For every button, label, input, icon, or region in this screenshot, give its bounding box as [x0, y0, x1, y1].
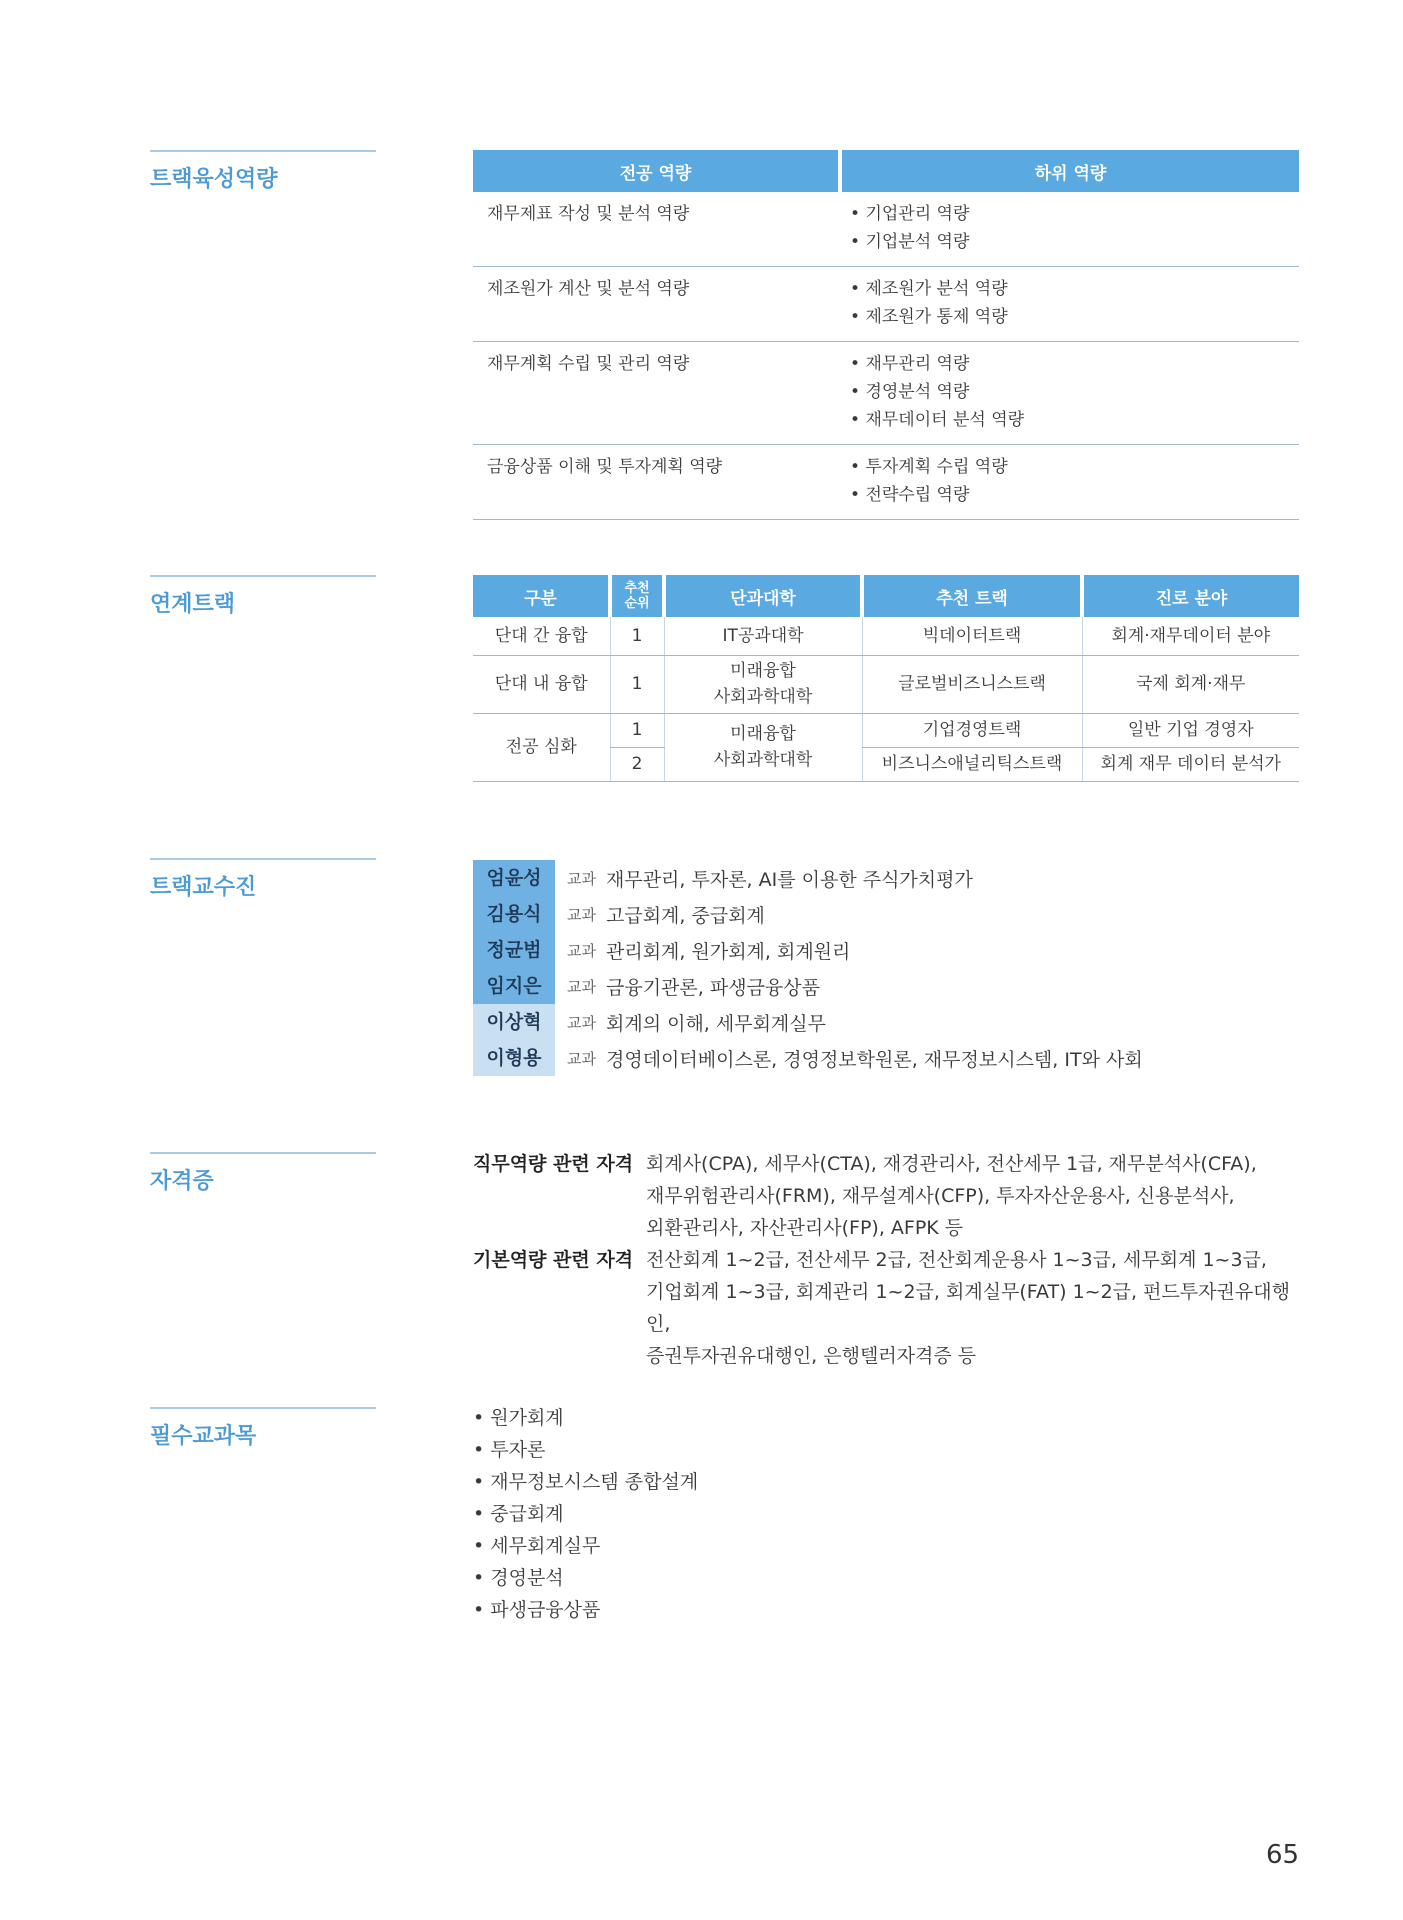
professor-role: 교과: [567, 1013, 596, 1032]
category-cell: 단대 간 융합: [473, 617, 610, 655]
certificate-line: 전산회계 1~2급, 전산세무 2급, 전산회계운용사 1~3급, 세무회계 1~3급,: [646, 1249, 1267, 1271]
major-competency: 재무계획 수립 및 관리 역량: [473, 342, 840, 445]
section-title-required-courses: 필수교과목: [150, 1407, 376, 1450]
career-cell: 회계·재무데이터 분야: [1082, 617, 1299, 655]
career-cell: 회계 재무 데이터 분석가: [1082, 747, 1299, 781]
sub-competency: • 제조원가 분석 역량: [850, 275, 1285, 303]
header-rank-line2: 순위: [624, 596, 650, 611]
track-cell: 빅데이터트랙: [862, 617, 1082, 655]
table-row: [473, 617, 1299, 655]
professor-role: 교과: [567, 977, 596, 996]
college-cell: IT공과대학: [664, 617, 862, 655]
professor-name: 임지은: [473, 968, 555, 1004]
table-row: [473, 713, 1299, 747]
required-course-list: [473, 1402, 698, 1626]
section-title-certificates: 자격증: [150, 1152, 376, 1195]
college-line: 미래융합: [730, 724, 796, 744]
major-competency: 금융상품 이해 및 투자계획 역량: [473, 445, 840, 520]
header-track: 추천 트랙: [862, 575, 1082, 617]
competency-table: [473, 150, 1299, 520]
sub-competency: • 투자계획 수립 역량: [850, 453, 1285, 481]
table-row: [473, 342, 1299, 445]
professor-courses: 금융기관론, 파생금융상품: [605, 976, 820, 999]
college-cell: [664, 655, 862, 713]
table-row: [473, 267, 1299, 342]
professor-row: [473, 860, 1143, 896]
certificate-list: [646, 1244, 1313, 1372]
list-item: • 파생금융상품: [473, 1594, 698, 1626]
professor-courses: 회계의 이해, 세무회계실무: [605, 1012, 826, 1035]
certificate-list: [646, 1148, 1257, 1244]
sub-competency: • 전략수립 역량: [850, 481, 1285, 509]
major-competency: 제조원가 계산 및 분석 역량: [473, 267, 840, 342]
rank-cell: 1: [610, 617, 664, 655]
professor-name: 김용식: [473, 896, 555, 932]
header-rank-line1: 추천: [624, 581, 650, 596]
certificate-line: 외환관리사, 자산관리사(FP), AFPK 등: [646, 1217, 964, 1239]
sub-competency: • 기업분석 역량: [850, 228, 1285, 256]
certificate-label: 기본역량 관련 자격: [473, 1249, 634, 1271]
header-major-competency: 전공 역량: [473, 150, 840, 192]
professor-courses: 고급회계, 중급회계: [605, 904, 765, 927]
header-career: 진로 분야: [1082, 575, 1299, 617]
sub-competency: • 재무데이터 분석 역량: [850, 406, 1285, 434]
professor-role: 교과: [567, 1049, 596, 1068]
certificate-group: [473, 1244, 1313, 1372]
professor-role: 교과: [567, 869, 596, 888]
track-cell: 기업경영트랙: [862, 713, 1082, 747]
certificate-label: 직무역량 관련 자격: [473, 1153, 634, 1175]
certificate-group: [473, 1148, 1313, 1244]
sub-competency: • 재무관리 역량: [850, 350, 1285, 378]
professor-row: [473, 968, 1143, 1004]
list-item: • 중급회계: [473, 1498, 698, 1530]
link-track-table: [473, 575, 1299, 782]
professor-name: 이형용: [473, 1040, 555, 1076]
professor-name: 엄윤성: [473, 860, 555, 896]
career-cell: 국제 회계·재무: [1082, 655, 1299, 713]
category-cell: 단대 내 융합: [473, 655, 610, 713]
rank-cell: 1: [610, 713, 664, 747]
track-cell: 글로벌비즈니스트랙: [862, 655, 1082, 713]
professor-courses: 재무관리, 투자론, AI를 이용한 주식가치평가: [605, 868, 973, 891]
college-line: 사회과학대학: [713, 750, 813, 770]
sub-competency: • 제조원가 통제 역량: [850, 303, 1285, 331]
header-rank: [610, 575, 664, 617]
certificate-line: 재무위험관리사(FRM), 재무설계사(CFP), 투자자산운용사, 신용분석사,: [646, 1185, 1235, 1207]
college-line: 미래융합: [730, 661, 796, 681]
rank-cell: 2: [610, 747, 664, 781]
track-cell: 비즈니스애널리틱스트랙: [862, 747, 1082, 781]
section-title-professors: 트랙교수진: [150, 858, 376, 901]
list-item: • 투자론: [473, 1434, 698, 1466]
certificate-line: 기업회계 1~3급, 회계관리 1~2급, 회계실무(FAT) 1~2급, 펀드투자권유대행인,: [646, 1281, 1290, 1335]
college-line: 사회과학대학: [713, 687, 813, 707]
sub-competency: • 경영분석 역량: [850, 378, 1285, 406]
professor-row: [473, 896, 1143, 932]
list-item: • 세무회계실무: [473, 1530, 698, 1562]
table-row: [473, 655, 1299, 713]
page-number: 65: [1266, 1840, 1300, 1870]
certificate-block: [473, 1148, 1313, 1372]
list-item: • 경영분석: [473, 1562, 698, 1594]
category-cell: 전공 심화: [473, 713, 610, 781]
certificate-line: 회계사(CPA), 세무사(CTA), 재경관리사, 전산세무 1급, 재무분석사(CFA),: [646, 1153, 1257, 1175]
section-title-link-track: 연계트랙: [150, 575, 376, 618]
header-college: 단과대학: [664, 575, 862, 617]
table-row: [473, 192, 1299, 267]
rank-cell: 1: [610, 655, 664, 713]
professor-role: 교과: [567, 941, 596, 960]
header-sub-competency: 하위 역량: [840, 150, 1299, 192]
professor-row: [473, 932, 1143, 968]
career-cell: 일반 기업 경영자: [1082, 713, 1299, 747]
certificate-line: 증권투자권유대행인, 은행텔러자격증 등: [646, 1345, 977, 1367]
sub-competency-list: [840, 267, 1299, 342]
professor-name: 이상혁: [473, 1004, 555, 1040]
sub-competency-list: [840, 192, 1299, 267]
professor-role: 교과: [567, 905, 596, 924]
sub-competency: • 기업관리 역량: [850, 200, 1285, 228]
professor-row: [473, 1004, 1143, 1040]
section-title-competency: 트랙육성역량: [150, 150, 376, 193]
list-item: • 재무정보시스템 종합설계: [473, 1466, 698, 1498]
header-category: 구분: [473, 575, 610, 617]
professor-courses: 관리회계, 원가회계, 회계원리: [605, 940, 851, 963]
sub-competency-list: [840, 445, 1299, 520]
professor-row: [473, 1040, 1143, 1076]
list-item: • 원가회계: [473, 1402, 698, 1434]
table-row: [473, 445, 1299, 520]
sub-competency-list: [840, 342, 1299, 445]
major-competency: 재무제표 작성 및 분석 역량: [473, 192, 840, 267]
professor-list: [473, 860, 1143, 1076]
college-cell: [664, 713, 862, 781]
professor-name: 정균범: [473, 932, 555, 968]
professor-courses: 경영데이터베이스론, 경영정보학원론, 재무정보시스템, IT와 사회: [605, 1048, 1143, 1071]
